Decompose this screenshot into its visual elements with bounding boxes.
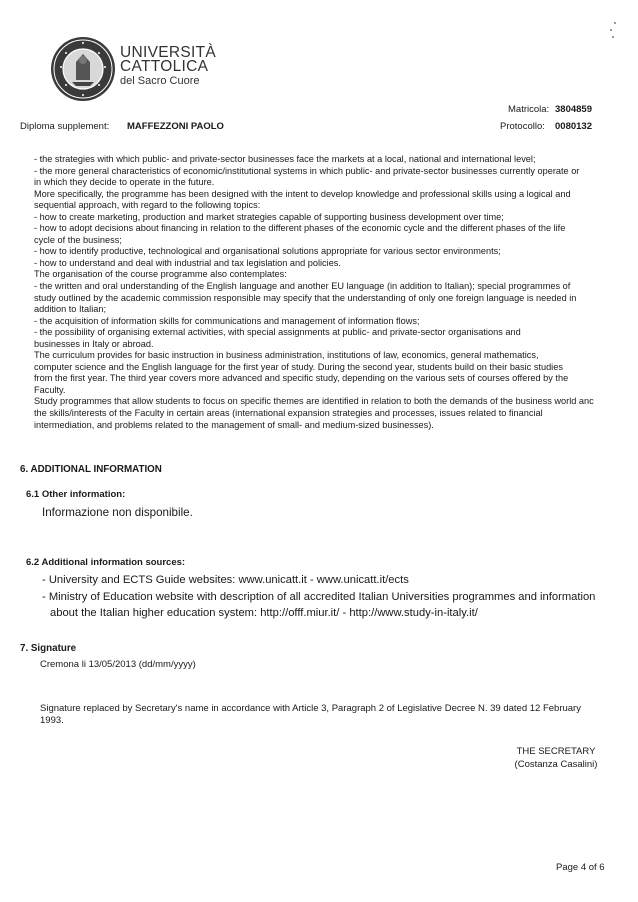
university-logo-text: [120, 46, 216, 88]
section-6-2-heading: 6.2 Additional information sources:: [26, 557, 186, 568]
body-line: computer science and the English language for the first year of study. During the second year, students build on their basic studies: [34, 361, 563, 372]
student-name: MAFFEZZONI PAOLO: [127, 121, 224, 132]
body-line: the skills/interests of the Faculty in certain areas (international expansion strategies and processes, issues related to financial: [34, 408, 543, 419]
matricola-label: Matricola:: [508, 104, 550, 115]
diploma-supplement-label: Diploma supplement:: [20, 121, 110, 132]
body-line: - the more general characteristics of economic/institutional systems in which public- and private-sector businesses currently operate or: [34, 165, 580, 176]
body-line: - the possibility of organising external activities, with special assignments at public- and private-sector organisations and: [34, 327, 521, 338]
body-line: sequential approach, with regard to the following topics:: [34, 200, 261, 211]
section-6-1-text: Informazione non disponibile.: [42, 506, 193, 519]
protocollo-label: Protocollo:: [500, 121, 545, 132]
university-seal-icon: [50, 36, 116, 102]
body-line: study outlined by the academic commission responsible may specify that the understanding of only one foreign language is needed in: [34, 292, 577, 303]
body-line: - how to adopt decisions about financing in relation to the different phases of the economic cycle and the different phases of the life: [34, 223, 566, 234]
body-line: More specifically, the programme has been designed with the intent to develop knowledge and professional skills using a logical and: [34, 188, 571, 199]
secretary-block: [506, 745, 606, 771]
body-line: - how to create marketing, production and market strategies capable of supporting business development over time;: [34, 211, 504, 222]
body-line: Faculty.: [34, 384, 66, 395]
body-line: The organisation of the course programme also contemplates:: [34, 269, 287, 280]
body-line: Study programmes that allow students to focus on specific themes are identified in relation to both the demands of the business world anc: [34, 396, 594, 407]
secretary-name: (Costanza Casalini): [514, 759, 598, 770]
scan-marks: [606, 20, 620, 42]
section-7-heading: 7. Signature: [20, 643, 77, 654]
info-source-item: - Ministry of Education website with description of all accredited Italian Universities programmes and information about the Italian higher education system: http://offf.miur.it/ - http://www.study-in-italy.it/: [42, 590, 596, 619]
signature-note: Signature replaced by Secretary's name in accordance with Article 3, Paragraph 2 of Legislative Decree N. 39 dated 12 February 1993.: [40, 703, 581, 726]
body-line: - how to understand and deal with industrial and tax legislation and policies.: [34, 257, 341, 268]
signature-place-date: Cremona li 13/05/2013 (dd/mm/yyyy): [40, 659, 196, 670]
page-number: Page 4 of 6: [556, 862, 605, 873]
secretary-title: THE SECRETARY: [516, 746, 596, 757]
programme-description: [34, 154, 604, 431]
body-line: from the first year. The third year covers more advanced and specific study, depending on the various sets of courses offered by the: [34, 373, 569, 384]
section-6-heading: 6. ADDITIONAL INFORMATION: [20, 464, 162, 475]
body-line: The curriculum provides for basic instruction in business administration, institutions of law, economics, general mathematics,: [34, 350, 539, 361]
section-6-2-list: [42, 572, 602, 622]
body-line: - the written and oral understanding of the English language and another EU language (in addition to Italian); special programmes of: [34, 281, 571, 292]
body-line: cycle of the business;: [34, 234, 122, 245]
body-line: - the acquisition of information skills for communications and management of information flows;: [34, 315, 420, 326]
body-line: in which they decide to operate in the future.: [34, 177, 215, 188]
body-line: businesses in Italy or abroad.: [34, 338, 154, 349]
logo-line1: UNIVERSITÀ: [120, 44, 217, 61]
body-line: - the strategies with which public- and private-sector businesses face the markets at a local, national and international level;: [34, 154, 536, 164]
logo-line3: del Sacro Cuore: [120, 75, 200, 87]
matricola-value: 3804859: [555, 104, 592, 115]
body-line: - how to identify productive, technological and organisational solutions appropriate for various sector environments;: [34, 246, 501, 257]
section-6-1-heading: 6.1 Other information:: [26, 489, 126, 500]
body-line: addition to Italian;: [34, 304, 107, 315]
body-line: intermediation, and problems related to the management of small- and medium-sized businesses).: [34, 419, 434, 430]
logo-line2: CATTOLICA: [120, 58, 209, 75]
info-source-item: - University and ECTS Guide websites: www.unicatt.it - www.unicatt.it/ects: [42, 574, 409, 586]
protocollo-value: 0080132: [555, 121, 592, 132]
